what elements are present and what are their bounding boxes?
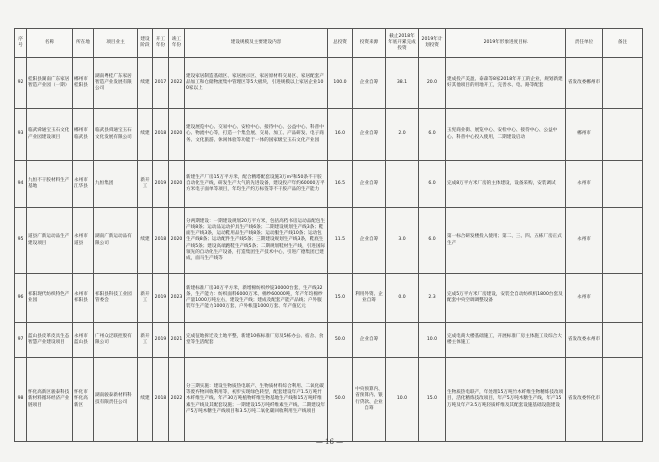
cell-goal: 第一标合研发楼投入使用；第二、三、四、五栋厂房正式生产	[446, 208, 566, 274]
table-row	[15, 208, 643, 274]
cell-start: 2017	[153, 58, 169, 109]
cell-no: 96	[15, 274, 27, 323]
cell-unit: 永州市	[566, 208, 603, 274]
cell-location: 永州市祁阳县	[73, 274, 94, 323]
cell-goal: 玉宪商业街、展览中心、安检中心、接待中心、公益中心、科普中心投入使用，二期建设启动	[446, 109, 566, 161]
cell-source: 企业自筹	[353, 58, 386, 109]
cell-name: 临武舜通宝玉石文化产业园建设项目	[27, 109, 73, 161]
cell-source: 企业自筹	[353, 161, 386, 208]
cell-stage: 新开工	[138, 161, 153, 208]
cell-stage: 续建	[138, 208, 153, 274]
cell-goal: 完成5万平方米厂房建设，安装全自动纺织机1800台套及配套中央空调调整设备	[446, 274, 566, 323]
cell-total: 100.0	[328, 58, 353, 109]
cell-stage: 新开工	[138, 323, 153, 358]
cell-no: 98	[15, 358, 27, 442]
cell-owner: 湖南广新运动品有限公司	[94, 208, 138, 274]
col-header-stage: 建设阶段	[138, 29, 153, 58]
cell-goal: 生物质热电联产，年处理15万吨竹木纤维生物精炼技改项目，活化精炼技改项目，年产5万吨木糖生产线，年产15万吨及年产3.5万吨轻质纤维及其配套设施基础设施建设	[446, 358, 566, 442]
col-header-name: 名称	[27, 29, 73, 58]
cell-start: 2018	[153, 109, 169, 161]
project-table-sheet	[14, 28, 642, 442]
cell-owner: 九恒集团	[94, 161, 138, 208]
col-header-plan2019: 2019年计划投资	[419, 29, 446, 58]
cell-cumulative: 2.0	[386, 109, 419, 161]
col-header-owner: 项目业主	[94, 29, 138, 58]
cell-note	[603, 208, 643, 274]
cell-goal: 建成投产美盈、泰森等8家2018年开工的企业，规划新建好其他项目的用地开工，完善水、电、路等配套	[446, 58, 566, 109]
cell-goal: 完成电商大楼基础施工，开展标准厂房主体施工及综合大楼主体施工	[446, 323, 566, 358]
cell-cumulative	[386, 323, 419, 358]
cell-unit: 永州市	[566, 161, 603, 208]
cell-scale: 新建生产厂房15万平方米，配合精塔配套设施3万m²和50条不干胶自动化生产线，研发生产大气的先进设备，建设投产年约60000万平方米电子面单等项目，年均生产约万标签等不干胶产品的生产能力	[185, 161, 328, 208]
cell-scale: 建设展览中心、交易中心、安检中心、接待中心、公益中心、科普中心、物流中心等，打造一个集会展、交易、加工、产品研发、电子商务、文化旅游、休闲体验等功能于一体的国家级宝玉石文化产业园	[185, 109, 328, 161]
cell-location: 永州市道县	[73, 208, 94, 274]
project-table	[14, 28, 643, 442]
cell-unit: 省发改委郴州市	[566, 58, 603, 109]
cell-source: 企业自筹	[353, 323, 386, 358]
table-header-row	[15, 29, 643, 58]
cell-plan2019: 2.3	[419, 274, 446, 323]
cell-total: 15.0	[328, 274, 353, 323]
cell-start: 2018	[153, 208, 169, 274]
cell-name: 祁阳现代纺织特色产业园	[27, 274, 73, 323]
cell-start: 2019	[153, 274, 169, 323]
cell-complete: 2020	[169, 208, 185, 274]
col-header-source: 投资来源	[353, 29, 386, 58]
cell-complete: 2022	[169, 358, 185, 442]
col-header-start: 开工年份	[153, 29, 169, 58]
cell-owner: 临武县舜通宝玉石文化发展有限公司	[94, 109, 138, 161]
cell-note	[603, 109, 643, 161]
cell-unit: 郴州市	[566, 109, 603, 161]
cell-cumulative: 0.0	[386, 274, 419, 323]
table-row	[15, 161, 643, 208]
cell-plan2019: 6.0	[419, 161, 446, 208]
col-header-total: 总投资	[328, 29, 353, 58]
cell-scale: 分三期实施：建设生物质热电联产、生物质材料综合利用、二氧化碳等废弃物回收利用等，初步实现绿色转型，配套建设年产1.5万吨竹木纤维生产线、年产30万吨植物纤维生物基地生产线和15万吨纤维素生产线及其配套设施；一期建设15万吨纤维素生产线、二期建设年产5万吨木糖生产线项目和3.5万吨二氧化碳回收利用生产线项目	[185, 358, 328, 442]
cell-source: 中央预算内、省预算内、银行贷款、企业自筹	[353, 358, 386, 442]
cell-no: 97	[15, 323, 27, 358]
cell-scale: 新建标准厂房30万平方米，新增棉纺织纱锭30000台套，生产线32条，生产能力：纺织面料6000万米、棉纱60000吨，年产年均棉纱产量1000万吨左右，建设生产线；建成及配套产能产品线；户外服装年生产能力1000万套，户外帐篷1000万套、年产值亿元	[185, 274, 328, 323]
cell-plan2019: 15.0	[419, 358, 446, 442]
cell-unit: 永州市	[566, 274, 603, 323]
cell-name: 怀化高新区骏泰科技新材料循环经济产业链项目	[27, 358, 73, 442]
table-row	[15, 109, 643, 161]
cell-plan2019: 10.0	[419, 323, 446, 358]
cell-note	[603, 161, 643, 208]
cell-complete: 2023	[169, 274, 185, 323]
cell-cumulative: 3.0	[386, 208, 419, 274]
cell-no: 92	[15, 58, 27, 109]
cell-note	[603, 323, 643, 358]
cell-scale: 分两期建设：一期建设规划20万平方米，包括高档书房运动品配包生产线8条；运动品运动护具生产线6条；二期建设规划生产线3条；鞋面生产线3条，运动鞋用品生产线8条；运动服生产线10条；运动包生产线8条；运动配件生产线5条；三期建设规划生产线3条，鞋底生产线5条；建设高端跑鞋生产线5条；二期规划鞋材生产线，引进国际领先的自动化生产设备，打造集团生产技术中心，引进广德集团已建成，面马生产线等	[185, 208, 328, 274]
cell-cumulative: 10.0	[386, 358, 419, 442]
cell-scale: 完成征地拆迁及土地平整，新建10栋标准厂房及5栋办公、宿舍、食堂等生活配套	[185, 323, 328, 358]
cell-scale: 建设家居制造基础区、家居展示区、家居原材料交易区、家居配套产品加工和仓储物流集中管理区等5大板块，引进规模以上家居企业100家以上	[185, 58, 328, 109]
cell-start: 2019	[153, 161, 169, 208]
cell-note	[603, 358, 643, 442]
cell-total: 50.0	[328, 358, 353, 442]
cell-no: 93	[15, 109, 27, 161]
cell-owner: 广州众泛联控股有限公司	[94, 323, 138, 358]
cell-complete: 2021	[169, 323, 185, 358]
cell-stage: 续建	[138, 58, 153, 109]
cell-location: 怀化市怀化高新区	[73, 358, 94, 442]
table-row	[15, 274, 643, 323]
cell-name: 九恒不干胶材料生产基地	[27, 161, 73, 208]
cell-name: 桂阳县湖南广东家居智造产业园（一期）	[27, 58, 73, 109]
cell-source: 企业自筹	[353, 208, 386, 274]
cell-owner: 祁阳县科技工业园管委会	[94, 274, 138, 323]
cell-location: 郴州市桂阳县	[73, 58, 94, 109]
cell-owner: 湖南粤桂广东家居智造产业发展有限公司	[94, 58, 138, 109]
cell-total: 16.5	[328, 161, 353, 208]
cell-complete: 2020	[169, 109, 185, 161]
cell-location: 永州市蓝山县	[73, 323, 94, 358]
cell-stage: 续建	[138, 109, 153, 161]
cell-no: 94	[15, 161, 27, 208]
col-header-goal: 2019年形象进度目标	[446, 29, 566, 58]
cell-location: 郴州市临武县	[73, 109, 94, 161]
table-row	[15, 323, 643, 358]
cell-source: 企业自筹	[353, 109, 386, 161]
cell-start: 2018	[153, 358, 169, 442]
cell-complete: 2022	[169, 58, 185, 109]
col-header-scale: 建设规模及主要建设内容	[185, 29, 328, 58]
table-row	[15, 358, 643, 442]
cell-name: 蓝山县皮革皮具生态智慧产业建设项目	[27, 323, 73, 358]
cell-complete: 2020	[169, 161, 185, 208]
cell-note	[603, 58, 643, 109]
cell-stage: 新开工	[138, 274, 153, 323]
cell-unit: 省发改委永州市	[566, 323, 603, 358]
cell-note	[603, 274, 643, 323]
col-header-note: 备注	[603, 29, 643, 58]
cell-stage: 续建	[138, 358, 153, 442]
col-header-location: 所在地	[73, 29, 94, 58]
cell-total: 16.0	[328, 109, 353, 161]
col-header-complete: 竣工年份	[169, 29, 185, 58]
cell-location: 永州市江华县	[73, 161, 94, 208]
col-header-unit: 责任单位	[566, 29, 603, 58]
table-row	[15, 58, 643, 109]
cell-no: 95	[15, 208, 27, 274]
page-number: — 16 —	[315, 438, 344, 446]
cell-cumulative: 38.1	[386, 58, 419, 109]
cell-goal: 完成8万平方米厂房的主体建设，设备采购，安装调试	[446, 161, 566, 208]
cell-unit: 省发改委怀化市	[566, 358, 603, 442]
cell-owner: 湖南骏泰新材料科技有限责任公司	[94, 358, 138, 442]
col-header-cumulative: 截止2018年年底开累完成投资	[386, 29, 419, 58]
cell-cumulative	[386, 161, 419, 208]
cell-plan2019: 20.0	[419, 58, 446, 109]
cell-name: 道县广新运动品生产建设项目	[27, 208, 73, 274]
col-header-no: 序号	[15, 29, 27, 58]
cell-start: 2019	[153, 323, 169, 358]
cell-plan2019: 6.0	[419, 109, 446, 161]
cell-source: 利用外资、企业自筹	[353, 274, 386, 323]
cell-plan2019: 6.0	[419, 208, 446, 274]
cell-total: 50.0	[328, 323, 353, 358]
cell-total: 11.5	[328, 208, 353, 274]
